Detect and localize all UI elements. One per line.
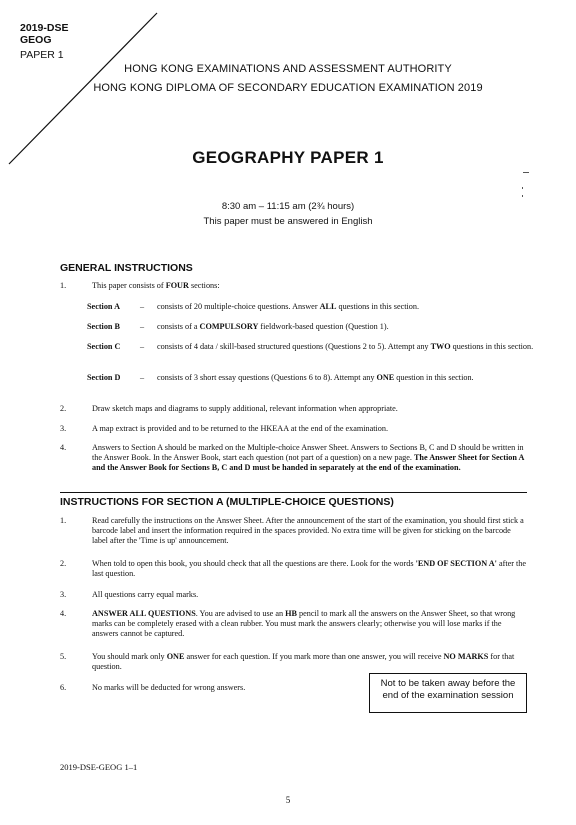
section-description: consists of 20 multiple-choice questions. Answer ALL questions in this section.: [157, 302, 419, 311]
notice-box: [369, 673, 527, 713]
section-divider: [60, 492, 527, 493]
item-text: No marks will be deducted for wrong answers.: [92, 683, 246, 692]
decorative-slash-line: [0, 0, 576, 200]
notice-line-1: Not to be taken away before the: [380, 678, 516, 689]
general-item-4: [60, 443, 527, 491]
general-item-3: [60, 424, 530, 436]
section-row-d: Section D – consists of 3 short essay questions (Questions 6 to 8). Attempt any ONE question in this section.: [60, 373, 555, 397]
section-name: Section D: [87, 373, 121, 382]
scan-speck: [522, 195, 523, 197]
item-number: 1.: [60, 516, 67, 525]
authority-name: HONG KONG EXAMINATIONS AND ASSESSMENT AUTHORITY: [124, 63, 452, 75]
item-text: ANSWER ALL QUESTIONS. You are advised to use an HB pencil to mark all the answers on the Answer Sheet, so that wrong marks can be completely erased with a clean rubber. You must mark the answers clearly; otherwise you will lose marks if the answers cannot be captured.: [92, 609, 516, 639]
year-code: 2019-DSE: [20, 22, 69, 34]
item-text: Draw sketch maps and diagrams to supply additional, relevant information when appropriate.: [92, 404, 398, 413]
item-number: 3.: [60, 424, 67, 433]
item-text: When told to open this book, you should check that all the questions are there. Look for the words 'END OF SECTION A' after the last question.: [92, 559, 527, 579]
item-number: 5.: [60, 652, 67, 661]
scan-speck: [523, 172, 529, 173]
exam-time: 8:30 am – 11:15 am (2¾ hours): [221, 201, 355, 212]
paper-label: PAPER 1: [20, 49, 64, 61]
item-number: 4.: [60, 443, 67, 452]
item-number: 3.: [60, 590, 67, 599]
exam-name: HONG KONG DIPLOMA OF SECONDARY EDUCATION EXAMINATION 2019: [93, 82, 483, 94]
item-text: Answers to Section A should be marked on the Multiple-choice Answer Sheet. Answers to Sections B, C and D should be written in the Answer Book. In the Answer Book, start each question (not part of a question) on a new page. The Answer Sheet for Section A and the Answer Book for Sections B, C and D must be handed in separately at the end of the examination.: [92, 443, 524, 473]
item-number: 2.: [60, 404, 67, 413]
item-text: A map extract is provided and to be returned to the HKEAA at the end of the examination.: [92, 424, 389, 433]
section-name: Section C: [87, 342, 121, 351]
paper-title: GEOGRAPHY PAPER 1: [192, 148, 384, 167]
general-item-1: [60, 281, 530, 293]
section-row-a: Section A – consists of 20 multiple-choice questions. Answer ALL questions in this section.: [60, 302, 555, 314]
section-a-instructions-heading: INSTRUCTIONS FOR SECTION A (MULTIPLE-CHOICE QUESTIONS): [60, 496, 394, 508]
page-number: 5: [285, 795, 291, 805]
section-name: Section B: [87, 322, 120, 331]
scan-speck: [522, 187, 523, 189]
notice-line-2: end of the examination session: [382, 690, 514, 701]
section-description: consists of 3 short essay questions (Questions 6 to 8). Attempt any ONE question in this section.: [157, 373, 474, 382]
item-number: 4.: [60, 609, 67, 618]
section-a-item-3: [60, 590, 527, 602]
section-row-c: Section C – consists of 4 data / skill-based structured questions (Questions 2 to 5). Attempt any TWO questions in this section.: [60, 342, 555, 366]
general-item-2: [60, 404, 530, 416]
section-a-item-2: [60, 559, 527, 583]
section-description: consists of a COMPULSORY fieldwork-based question (Question 1).: [157, 322, 389, 331]
section-a-item-6: [60, 683, 360, 695]
subject-code: GEOG: [20, 34, 52, 46]
item-number: 6.: [60, 683, 67, 692]
section-row-b: Section B – consists of a COMPULSORY fieldwork-based question (Question 1).: [60, 322, 555, 334]
language-note: This paper must be answered in English: [203, 216, 373, 227]
item-text: Read carefully the instructions on the Answer Sheet. After the announcement of the start of the examination, you should first stick a barcode label and insert the information required in the spaces provided. No extra time will be given for sticking on the barcode label after the 'Time is up' announcement.: [92, 516, 524, 546]
section-name: Section A: [87, 302, 120, 311]
item-number: 1.: [60, 281, 67, 290]
item-text: This paper consists of FOUR sections:: [92, 281, 220, 290]
general-instructions-heading: GENERAL INSTRUCTIONS: [60, 262, 193, 274]
section-a-item-1: [60, 516, 527, 552]
item-text: You should mark only ONE answer for each question. If you mark more than one answer, you will receive NO MARKS for that question.: [92, 652, 515, 672]
footer-paper-code: 2019-DSE-GEOG 1–1: [60, 762, 138, 772]
item-number: 2.: [60, 559, 67, 568]
item-text: All questions carry equal marks.: [92, 590, 199, 599]
section-a-item-4: [60, 609, 527, 645]
paper-code-block: [20, 22, 68, 61]
section-description: consists of 4 data / skill-based structured questions (Questions 2 to 5). Attempt any TWO questions in this section.: [157, 342, 534, 351]
